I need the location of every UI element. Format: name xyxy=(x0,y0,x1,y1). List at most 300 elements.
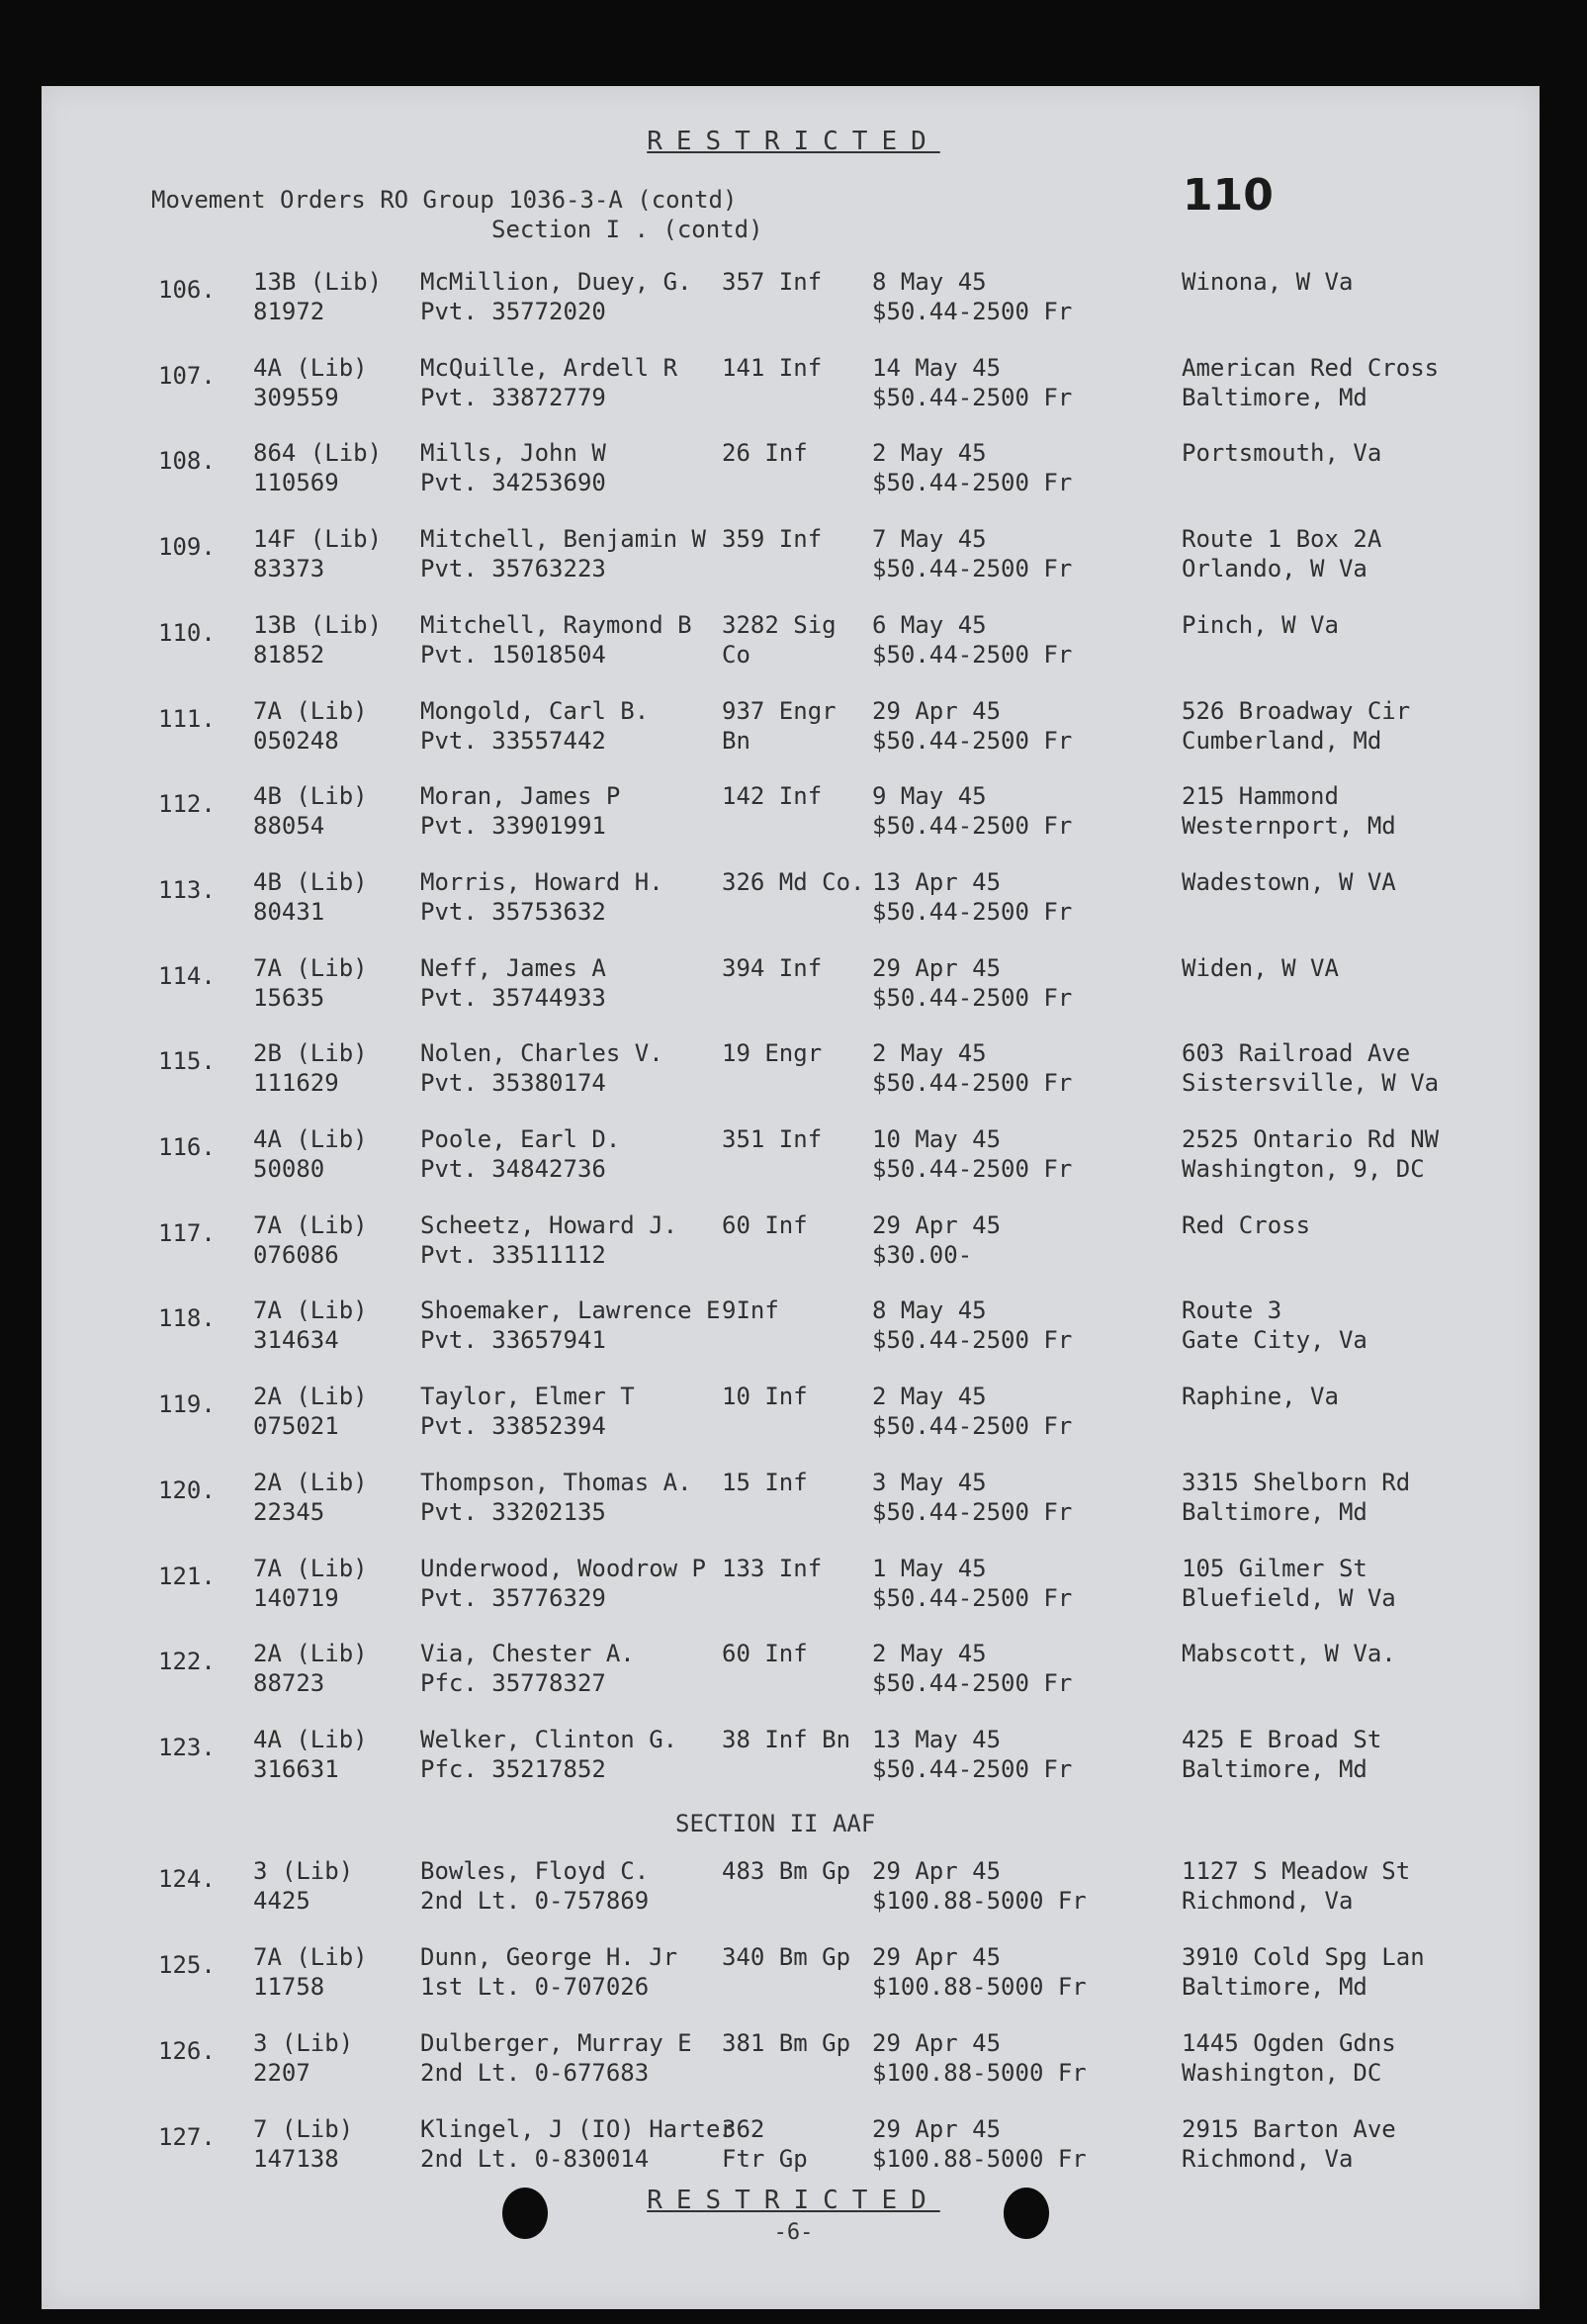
section-subtitle: Section I . (contd) xyxy=(491,216,763,243)
entry-name-rank-line-1: Dunn, George H. Jr xyxy=(420,1943,678,1971)
entry-name-rank-line-1: Welker, Clinton G. xyxy=(420,1725,678,1753)
entry-number-line-1: 123. xyxy=(158,1733,216,1761)
entry-unit xyxy=(722,696,837,756)
entry-address xyxy=(1182,438,1381,468)
entry-reference-line-2: 88723 xyxy=(253,1669,325,1698)
entry-date-pay-line-1: 8 May 45 xyxy=(872,1296,987,1325)
entry-unit xyxy=(722,1942,850,1972)
entry-date-pay-line-2: $50.44-2500 Fr xyxy=(872,1669,1073,1698)
entry-reference-line-1: 4A (Lib) xyxy=(253,353,368,382)
entry-number-line-1: 121. xyxy=(158,1562,216,1590)
entry-name-rank xyxy=(420,1382,635,1441)
entry-row xyxy=(0,696,1587,760)
entry-address-line-2: Baltimore, Md xyxy=(1182,383,1367,411)
entry-name-rank xyxy=(420,1210,677,1270)
entry-date-pay-line-1: 13 Apr 45 xyxy=(872,867,1002,896)
entry-reference-line-2: 076086 xyxy=(253,1240,339,1269)
entry-number-line-1: 115. xyxy=(158,1047,216,1076)
entry-unit-line-2: Ftr Gp xyxy=(722,2145,808,2173)
entry-reference-line-1: 7A (Lib) xyxy=(253,696,368,725)
entry-name-rank-line-2: Pvt. 15018504 xyxy=(420,640,606,669)
entry-name-rank-line-2: Pfc. 35217852 xyxy=(420,1754,606,1783)
entry-name-rank xyxy=(420,1296,720,1355)
entry-address-line-1: 425 E Broad St xyxy=(1182,1725,1382,1753)
entry-address-line-1: 526 Broadway Cir xyxy=(1182,696,1411,725)
entry-address-line-1: Portsmouth, Va xyxy=(1182,439,1382,468)
entry-date-pay-line-2: $100.88-5000 Fr xyxy=(872,2145,1087,2173)
entry-number xyxy=(158,1647,216,1676)
entry-name-rank-line-1: Underwood, Woodrow P xyxy=(420,1554,706,1582)
entry-address-line-2: Cumberland, Md xyxy=(1182,726,1382,755)
entry-date-pay xyxy=(872,1210,1001,1270)
entry-name-rank-line-2: Pvt. 33872779 xyxy=(420,383,606,411)
entry-unit xyxy=(722,1210,808,1240)
entry-name-rank xyxy=(420,1468,692,1527)
entry-unit-line-1: 394 Inf xyxy=(722,953,823,982)
entry-reference-line-2: 88054 xyxy=(253,812,325,841)
entry-date-pay-line-2: $100.88-5000 Fr xyxy=(872,1887,1087,1915)
entry-address-line-2: Richmond, Va xyxy=(1182,2145,1354,2173)
entry-reference-line-1: 4A (Lib) xyxy=(253,1725,368,1753)
entry-name-rank xyxy=(420,267,692,326)
entry-reference-line-2: 140719 xyxy=(253,1583,339,1612)
entry-name-rank-line-2: 1st Lt. 0-707026 xyxy=(420,1973,650,2001)
entry-name-rank xyxy=(420,1124,620,1184)
entry-reference xyxy=(253,781,368,841)
entry-number xyxy=(158,532,216,562)
entry-name-rank-line-2: Pvt. 35380174 xyxy=(420,1069,606,1098)
entry-unit xyxy=(722,953,822,983)
entry-date-pay-line-1: 3 May 45 xyxy=(872,1468,987,1496)
entry-date-pay-line-2: $50.44-2500 Fr xyxy=(872,1497,1073,1526)
entry-date-pay-line-2: $50.44-2500 Fr xyxy=(872,726,1073,755)
entry-name-rank-line-1: Shoemaker, Lawrence E xyxy=(420,1296,721,1325)
entry-address xyxy=(1182,1554,1396,1613)
entry-date-pay-line-2: $50.44-2500 Fr xyxy=(872,1326,1073,1355)
entry-name-rank-line-1: Nolen, Charles V. xyxy=(420,1039,663,1068)
entry-name-rank-line-1: Poole, Earl D. xyxy=(420,1125,621,1153)
entry-name-rank xyxy=(420,2114,735,2174)
entry-reference-line-1: 2A (Lib) xyxy=(253,1383,368,1411)
entry-number xyxy=(158,361,216,391)
entry-date-pay xyxy=(872,1942,1087,2002)
entry-date-pay-line-2: $50.44-2500 Fr xyxy=(872,469,1073,497)
entry-name-rank-line-1: McQuille, Ardell R xyxy=(420,353,678,382)
entry-reference-line-1: 14F (Lib) xyxy=(253,525,383,554)
entry-address-line-1: 1127 S Meadow St xyxy=(1182,1857,1411,1885)
entry-number-line-1: 113. xyxy=(158,875,216,904)
entry-date-pay-line-1: 14 May 45 xyxy=(872,353,1002,382)
entry-name-rank-line-2: Pfc. 35778327 xyxy=(420,1669,606,1698)
entry-reference xyxy=(253,438,382,497)
entry-date-pay-line-1: 29 Apr 45 xyxy=(872,1210,1002,1239)
entry-address-line-2: Sistersville, W Va xyxy=(1182,1069,1440,1098)
entry-date-pay xyxy=(872,1296,1072,1355)
entry-reference-line-2: 15635 xyxy=(253,983,325,1012)
entry-unit-line-1: 26 Inf xyxy=(722,439,808,468)
entry-date-pay-line-1: 2 May 45 xyxy=(872,1039,987,1068)
entry-number-line-1: 108. xyxy=(158,447,216,476)
entry-row xyxy=(0,1639,1587,1702)
entry-row xyxy=(0,1725,1587,1788)
entry-address-line-1: Route 1 Box 2A xyxy=(1182,525,1382,554)
entry-address xyxy=(1182,2028,1396,2088)
entry-date-pay-line-1: 2 May 45 xyxy=(872,1383,987,1411)
entry-number-line-1: 109. xyxy=(158,533,216,562)
entry-unit-line-1: 357 Inf xyxy=(722,268,823,296)
entry-address-line-1: 215 Hammond xyxy=(1182,782,1339,811)
entry-name-rank-line-2: 2nd Lt. 0-830014 xyxy=(420,2145,650,2173)
entry-date-pay xyxy=(872,2028,1087,2088)
entry-address xyxy=(1182,1210,1310,1240)
entry-reference xyxy=(253,1124,368,1184)
entry-address-line-1: 2915 Barton Ave xyxy=(1182,2115,1396,2143)
entry-row xyxy=(0,867,1587,931)
entry-name-rank-line-2: Pvt. 33557442 xyxy=(420,726,606,755)
entry-date-pay-line-1: 1 May 45 xyxy=(872,1554,987,1582)
entry-unit-line-2: Co xyxy=(722,640,750,669)
entry-reference-line-1: 4B (Lib) xyxy=(253,867,368,896)
entry-row xyxy=(0,610,1587,673)
entry-address-line-1: 105 Gilmer St xyxy=(1182,1554,1367,1582)
entry-unit-line-1: 38 Inf Bn xyxy=(722,1725,851,1753)
entry-unit xyxy=(722,1639,808,1668)
entry-unit-line-1: 60 Inf xyxy=(722,1210,808,1239)
entry-name-rank xyxy=(420,1725,677,1784)
entry-unit-line-1: 359 Inf xyxy=(722,525,823,554)
entry-date-pay xyxy=(872,1124,1072,1184)
entry-name-rank xyxy=(420,524,706,583)
entry-reference xyxy=(253,1210,368,1270)
entry-unit xyxy=(722,610,837,670)
entry-name-rank-line-1: Moran, James P xyxy=(420,782,621,811)
entry-row xyxy=(0,1038,1587,1102)
entry-reference-line-2: 4425 xyxy=(253,1887,310,1915)
entry-address xyxy=(1182,696,1410,756)
entry-number-line-1: 114. xyxy=(158,961,216,990)
entry-number xyxy=(158,961,216,991)
entry-date-pay-line-2: $50.44-2500 Fr xyxy=(872,897,1073,926)
entry-address-line-2: Baltimore, Md xyxy=(1182,1973,1367,2001)
entry-reference xyxy=(253,2114,353,2174)
entry-unit xyxy=(722,438,808,468)
entry-address xyxy=(1182,1639,1396,1668)
entry-address-line-2: Orlando, W Va xyxy=(1182,555,1367,583)
entry-reference-line-1: 7A (Lib) xyxy=(253,1210,368,1239)
entry-row xyxy=(0,2028,1587,2092)
entry-reference-line-1: 13B (Lib) xyxy=(253,268,383,296)
entry-date-pay xyxy=(872,2114,1087,2174)
entry-date-pay xyxy=(872,267,1072,326)
entry-address xyxy=(1182,953,1339,983)
entry-reference xyxy=(253,524,382,583)
entry-date-pay-line-2: $30.00- xyxy=(872,1240,973,1269)
entry-number-line-1: 112. xyxy=(158,790,216,819)
entry-date-pay-line-2: $50.44-2500 Fr xyxy=(872,1069,1073,1098)
entry-date-pay xyxy=(872,353,1072,412)
entry-number-line-1: 125. xyxy=(158,1951,216,1979)
entry-date-pay xyxy=(872,953,1072,1013)
entry-date-pay xyxy=(872,438,1072,497)
entry-date-pay-line-2: $50.44-2500 Fr xyxy=(872,383,1073,411)
entry-name-rank-line-2: Pvt. 35772020 xyxy=(420,298,606,325)
entry-number xyxy=(158,2122,216,2152)
entry-date-pay xyxy=(872,524,1072,583)
entry-name-rank xyxy=(420,953,606,1013)
entry-reference-line-1: 2A (Lib) xyxy=(253,1640,368,1668)
entry-unit xyxy=(722,781,822,811)
entry-name-rank-line-1: Morris, Howard H. xyxy=(420,867,663,896)
entry-reference-line-2: 075021 xyxy=(253,1412,339,1441)
entry-date-pay-line-1: 29 Apr 45 xyxy=(872,2115,1002,2143)
entry-number-line-1: 119. xyxy=(158,1390,216,1419)
entry-address-line-2: Washington, DC xyxy=(1182,2059,1382,2087)
entry-reference-line-1: 3 (Lib) xyxy=(253,2029,354,2057)
entry-number xyxy=(158,1218,216,1248)
entry-unit-line-1: 60 Inf xyxy=(722,1640,808,1668)
entry-number xyxy=(158,1046,216,1076)
entry-address xyxy=(1182,267,1353,297)
entry-date-pay-line-1: 29 Apr 45 xyxy=(872,2029,1002,2057)
entry-name-rank-line-2: Pvt. 35776329 xyxy=(420,1583,606,1612)
entry-unit-line-2: Bn xyxy=(722,726,750,755)
entry-reference xyxy=(253,867,368,927)
entry-reference-line-2: 50080 xyxy=(253,1155,325,1183)
entry-unit xyxy=(722,353,822,383)
entry-name-rank-line-2: Pvt. 34842736 xyxy=(420,1155,606,1183)
entry-address xyxy=(1182,1942,1425,2002)
entry-unit-line-1: 362 xyxy=(722,2115,765,2143)
entry-date-pay xyxy=(872,1639,1072,1698)
entry-date-pay-line-1: 6 May 45 xyxy=(872,610,987,639)
entry-reference-line-1: 7A (Lib) xyxy=(253,953,368,982)
entry-date-pay xyxy=(872,867,1072,927)
entry-date-pay-line-1: 10 May 45 xyxy=(872,1125,1002,1153)
entry-reference-line-1: 7A (Lib) xyxy=(253,1943,368,1971)
entry-name-rank xyxy=(420,610,692,670)
entry-name-rank-line-1: Neff, James A xyxy=(420,953,606,982)
entry-number xyxy=(158,275,216,305)
order-title: Movement Orders RO Group 1036-3-A (contd) xyxy=(151,186,738,214)
entry-reference-line-2: 22345 xyxy=(253,1497,325,1526)
entry-reference xyxy=(253,1856,353,1916)
entry-date-pay-line-1: 2 May 45 xyxy=(872,439,987,468)
entry-name-rank-line-2: 2nd Lt. 0-757869 xyxy=(420,1887,650,1915)
entry-address-line-2: Richmond, Va xyxy=(1182,1887,1354,1915)
entry-reference-line-2: 11758 xyxy=(253,1973,325,2001)
entry-unit-line-1: 937 Engr xyxy=(722,696,837,725)
entry-address-line-1: Mabscott, W Va. xyxy=(1182,1640,1396,1668)
entry-reference xyxy=(253,1038,368,1098)
entry-unit-line-1: 10 Inf xyxy=(722,1383,808,1411)
entry-name-rank-line-1: Bowles, Floyd C. xyxy=(420,1857,650,1885)
entry-reference-line-2: 147138 xyxy=(253,2145,339,2173)
entry-unit-line-1: 351 Inf xyxy=(722,1125,823,1153)
entry-date-pay-line-2: $50.44-2500 Fr xyxy=(872,298,1073,325)
entry-name-rank xyxy=(420,867,663,927)
entry-row xyxy=(0,353,1587,416)
entry-date-pay-line-1: 2 May 45 xyxy=(872,1640,987,1668)
entry-row xyxy=(0,524,1587,587)
entry-address xyxy=(1182,1725,1381,1784)
entry-address xyxy=(1182,781,1396,841)
entry-row xyxy=(0,1554,1587,1617)
entry-row xyxy=(0,1296,1587,1359)
entry-name-rank xyxy=(420,438,606,497)
entry-reference-line-2: 2207 xyxy=(253,2059,310,2087)
entry-reference xyxy=(253,267,382,326)
entry-date-pay xyxy=(872,1725,1072,1784)
entry-address-line-1: Red Cross xyxy=(1182,1210,1311,1239)
entry-number xyxy=(158,446,216,476)
entry-unit-line-1: 133 Inf xyxy=(722,1554,823,1582)
entry-reference xyxy=(253,1725,368,1784)
punch-hole-left xyxy=(502,2188,548,2239)
entry-date-pay xyxy=(872,781,1072,841)
entry-name-rank-line-1: Dulberger, Murray E xyxy=(420,2029,692,2057)
entry-address xyxy=(1182,1124,1439,1184)
entry-reference xyxy=(253,1468,368,1527)
entry-row xyxy=(0,1124,1587,1188)
entry-name-rank-line-2: Pvt. 35753632 xyxy=(420,897,606,926)
entry-reference-line-2: 110569 xyxy=(253,469,339,497)
entry-unit xyxy=(722,2114,808,2174)
entry-address xyxy=(1182,1038,1439,1098)
entry-date-pay-line-1: 29 Apr 45 xyxy=(872,1857,1002,1885)
entry-reference-line-2: 309559 xyxy=(253,383,339,411)
entry-address-line-1: Widen, W VA xyxy=(1182,953,1339,982)
entry-reference-line-1: 2B (Lib) xyxy=(253,1039,368,1068)
entry-date-pay xyxy=(872,696,1072,756)
entry-number-line-1: 118. xyxy=(158,1304,216,1333)
entry-number xyxy=(158,618,216,648)
entry-name-rank-line-2: Pvt. 33511112 xyxy=(420,1240,606,1269)
entry-name-rank xyxy=(420,1639,635,1698)
entry-name-rank-line-1: Thompson, Thomas A. xyxy=(420,1468,692,1496)
entry-unit xyxy=(722,1725,850,1754)
entry-unit-line-1: 142 Inf xyxy=(722,782,823,811)
entry-date-pay-line-2: $50.44-2500 Fr xyxy=(872,640,1073,669)
entry-address xyxy=(1182,353,1439,412)
entry-unit xyxy=(722,1856,850,1886)
entry-number xyxy=(158,875,216,905)
entry-address-line-2: Washington, 9, DC xyxy=(1182,1155,1425,1183)
entry-number xyxy=(158,1562,216,1591)
entry-name-rank-line-2: Pvt. 35744933 xyxy=(420,983,606,1012)
entry-reference-line-1: 7A (Lib) xyxy=(253,1296,368,1325)
entry-reference xyxy=(253,1554,368,1613)
entry-number-line-1: 110. xyxy=(158,618,216,647)
entry-reference xyxy=(253,353,368,412)
entry-name-rank-line-2: Pvt. 33852394 xyxy=(420,1412,606,1441)
entry-unit xyxy=(722,267,822,297)
entry-number xyxy=(158,1132,216,1162)
entry-date-pay-line-1: 9 May 45 xyxy=(872,782,987,811)
entry-address-line-1: 1445 Ogden Gdns xyxy=(1182,2029,1396,2057)
entry-unit-line-1: 340 Bm Gp xyxy=(722,1943,851,1971)
entry-reference-line-2: 83373 xyxy=(253,555,325,583)
entry-row xyxy=(0,781,1587,845)
entry-name-rank-line-2: Pvt. 33202135 xyxy=(420,1497,606,1526)
entry-date-pay-line-2: $50.44-2500 Fr xyxy=(872,812,1073,841)
entry-address-line-1: 3910 Cold Spg Lan xyxy=(1182,1943,1425,1971)
section-heading: SECTION II AAF xyxy=(675,1810,876,1837)
entry-date-pay xyxy=(872,1554,1072,1613)
entry-reference xyxy=(253,953,368,1013)
entry-number-line-1: 117. xyxy=(158,1218,216,1247)
entry-reference-line-1: 13B (Lib) xyxy=(253,610,383,639)
entry-number xyxy=(158,704,216,734)
entry-date-pay-line-2: $50.44-2500 Fr xyxy=(872,555,1073,583)
entry-name-rank-line-1: Mitchell, Benjamin W xyxy=(420,525,706,554)
entry-reference-line-1: 7 (Lib) xyxy=(253,2115,354,2143)
entry-number xyxy=(158,2036,216,2066)
entry-date-pay-line-1: 13 May 45 xyxy=(872,1725,1002,1753)
entry-address-line-2: Westernport, Md xyxy=(1182,812,1396,841)
entry-unit xyxy=(722,1554,822,1583)
entry-address xyxy=(1182,867,1396,897)
entry-name-rank xyxy=(420,2028,692,2088)
entry-row xyxy=(0,1856,1587,1920)
entry-reference xyxy=(253,1942,368,2002)
entry-name-rank-line-1: McMillion, Duey, G. xyxy=(420,268,692,296)
entry-address xyxy=(1182,1296,1367,1355)
entry-name-rank-line-1: Mills, John W xyxy=(420,439,606,468)
entry-date-pay-line-1: 7 May 45 xyxy=(872,525,987,554)
entry-name-rank-line-2: Pvt. 33901991 xyxy=(420,812,606,841)
entry-unit xyxy=(722,1468,808,1497)
entry-address-line-2: Baltimore, Md xyxy=(1182,1497,1367,1526)
entry-date-pay-line-2: $100.88-5000 Fr xyxy=(872,2059,1087,2087)
entry-unit-line-1: 141 Inf xyxy=(722,353,823,382)
entry-number xyxy=(158,789,216,819)
entry-unit xyxy=(722,1038,822,1068)
entry-date-pay xyxy=(872,610,1072,670)
entry-date-pay-line-1: 8 May 45 xyxy=(872,268,987,296)
entry-number-line-1: 126. xyxy=(158,2037,216,2065)
entry-reference xyxy=(253,1639,368,1698)
entry-unit-line-1: 19 Engr xyxy=(722,1039,823,1068)
entry-name-rank-line-2: Pvt. 34253690 xyxy=(420,469,606,497)
entry-address xyxy=(1182,1468,1410,1527)
entry-name-rank xyxy=(420,353,677,412)
entry-unit-line-1: 9Inf xyxy=(722,1296,779,1325)
entry-unit-line-1: 3282 Sig xyxy=(722,610,837,639)
entry-number xyxy=(158,1389,216,1419)
entry-name-rank-line-1: Mitchell, Raymond B xyxy=(420,610,692,639)
entry-number xyxy=(158,1475,216,1505)
entry-reference-line-2: 050248 xyxy=(253,726,339,755)
entry-name-rank-line-1: Via, Chester A. xyxy=(420,1640,635,1668)
entry-address-line-1: Winona, W Va xyxy=(1182,268,1354,296)
entry-reference-line-2: 111629 xyxy=(253,1069,339,1098)
entry-reference-line-1: 3 (Lib) xyxy=(253,1857,354,1885)
entry-name-rank-line-2: Pvt. 35763223 xyxy=(420,555,606,583)
entry-name-rank-line-2: Pvt. 33657941 xyxy=(420,1326,606,1355)
entry-address-line-2: Gate City, Va xyxy=(1182,1326,1367,1355)
entry-name-rank-line-1: Scheetz, Howard J. xyxy=(420,1210,678,1239)
page-stamp-number: 110 xyxy=(1183,170,1274,221)
entry-reference xyxy=(253,696,368,756)
entry-date-pay-line-2: $100.88-5000 Fr xyxy=(872,1973,1087,2001)
entry-reference-line-2: 81852 xyxy=(253,640,325,669)
entry-address-line-1: 603 Railroad Ave xyxy=(1182,1039,1411,1068)
entry-date-pay xyxy=(872,1038,1072,1098)
entry-unit-line-1: 326 Md Co. xyxy=(722,867,865,896)
entry-name-rank-line-1: Taylor, Elmer T xyxy=(420,1383,635,1411)
entry-address xyxy=(1182,524,1381,583)
entry-number-line-1: 111. xyxy=(158,704,216,733)
